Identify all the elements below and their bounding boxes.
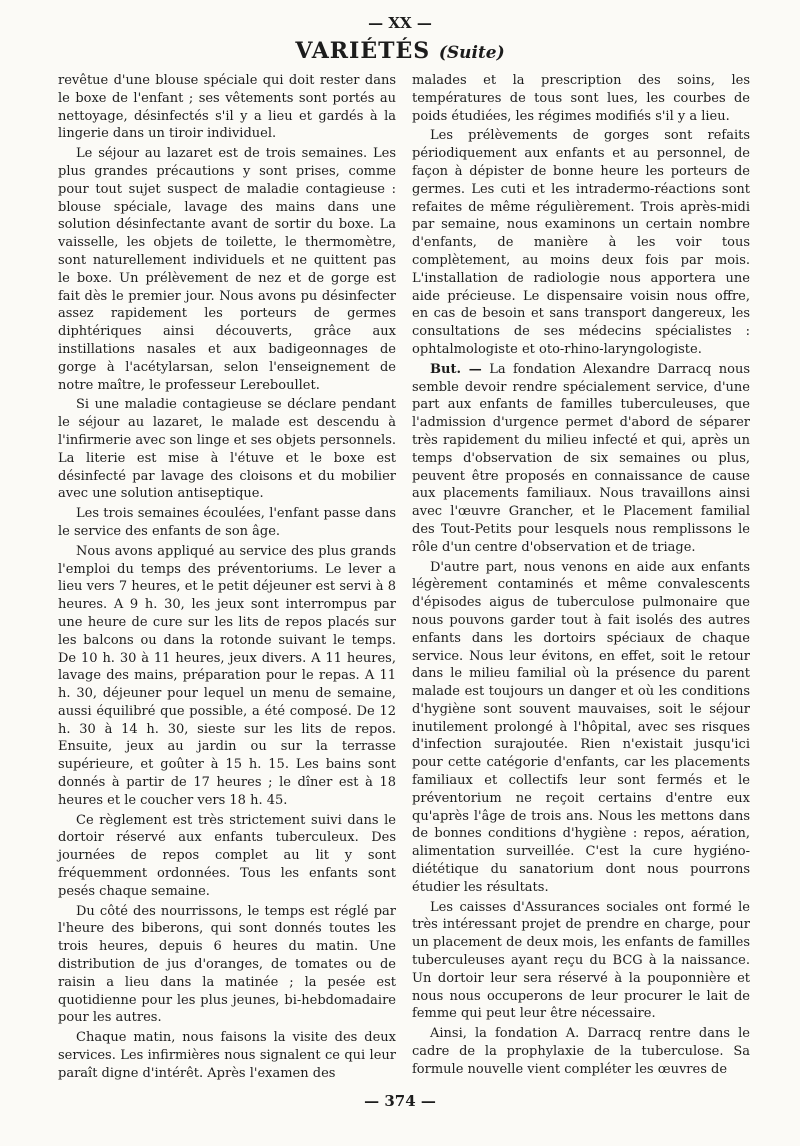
page-header-roman-numeral: — XX —: [368, 14, 432, 32]
paragraph-body: La fondation Alexandre Darracq nous semble devoir rendre spécialement service, d'une part aux enfants de familles tuberculeuses, que l'admission d'urgence permet d'abord de séparer très rapidement du milieu infecté et qui, après un temps d'observation de six semaines ou plus, peuvent être proposés en connaissance de cause aux placements familiaux. Nous travaillons ainsi avec l'œuvre Grancher, et le Placement familial des Tout-Petits pour lesquels nous remplissons le rôle d'un centre d'observation et de triage.: [412, 361, 750, 555]
paragraph: Chaque matin, nous faisons la visite des deux services. Les infirmières nous signalent ce qui leur paraît digne d'intérêt. Après l'examen des: [58, 1030, 396, 1081]
section-subtitle: (Suite): [438, 43, 505, 63]
paragraph-lead-in: But. —: [430, 361, 482, 377]
paragraph: malades et la prescription des soins, les températures de tous sont lues, les courbes de poids étudiées, les régimes modifiés s'il y a lieu.: [412, 73, 750, 124]
paragraph: Nous avons appliqué au service des plus grands l'emploi du temps des préventoriums. Le lever a lieu vers 7 heures, et le petit déjeuner est servi à 8 heures. A 9 h. 30, les jeux sont interrompus par une heure de cure sur les lits de repos placés sur les balcons ou dans la rotonde suivant le temps. De 10 h. 30 à 11 heures, jeux divers. A 11 heures, lavage des mains, préparation pour le repas. A 11 h. 30, déjeuner pour lequel un menu de semaine, aussi équilibré que possible, a été composé. De 12 h. 30 à 14 h. 30, sieste sur les lits de repos. Ensuite, jeux au jardin ou sur la terrasse supérieure, et goûter à 15 h. 15. Les bains sont donnés à partir de 17 heures ; le dîner est à 18 heures et le coucher vers 18 h. 45.: [58, 543, 396, 808]
paragraph: Les prélèvements de gorges sont refaits périodiquement aux enfants et au personnel, de façon à dépister de bonne heure les porteurs de germes. Les cuti et les intradermo-réactions sont refaites de même régulièrement. Trois après-midi par semaine, nous examinons un certain nombre d'enfants, de manière à les voir tous complètement, au moins deux fois par mois. L'installation de radiologie nous apportera une aide précieuse. Le dispensaire voisin nous offre, en cas de besoin et sans transport dangereux, les consultations de ses médecins spécialistes : ophtalmologiste et oto-rhino-laryngologiste.: [412, 128, 750, 357]
paragraph: D'autre part, nous venons en aide aux enfants légèrement contaminés et même convalescents d'épisodes aigus de tuberculose pulmonaire que nous pouvons garder tout à fait isolés des autres enfants dans les dortoirs spéciaux de chaque service. Nous leur évitons, en effet, soit le retour dans le milieu familial où la présence du parent malade est toujours un danger et où les conditions d'hygiène sont souvent mauvaises, soit le séjour inutilement prolongé à l'hôpital, avec ses risques d'infection surajoutée. Rien n'existait jusqu'ici pour cette catégorie d'enfants, car les placements familiaux et collectifs leur sont fermés et le préventorium ne reçoit certains d'entre eux qu'après l'âge de trois ans. Nous les mettons dans de bonnes conditions d'hygiène : repos, aération, alimentation surveillée. C'est la cure hygiéno-diététique du sanatorium dont nous pourrons étudier les résultats.: [412, 559, 750, 895]
paragraph: revêtue d'une blouse spéciale qui doit rester dans le boxe de l'enfant ; ses vêtements sont portés au nettoyage, désinfectés s'il y a lieu et gardés à la lingerie dans un tiroir individuel.: [58, 73, 396, 142]
page-number: — 374 —: [364, 1092, 436, 1110]
section-title: [0, 38, 800, 64]
paragraph: Les trois semaines écoulées, l'enfant passe dans le service des enfants de son âge.: [58, 506, 396, 539]
paragraph: Si une maladie contagieuse se déclare pendant le séjour au lazaret, le malade est descendu à l'infirmerie avec son linge et ses objets personnels. La literie est mise à l'étuve et le boxe est désinfecté par lavage des cloisons et du mobilier avec une solution antiseptique.: [58, 397, 396, 502]
right-column: [412, 72, 750, 1081]
section-title-text: VARIÉTÉS: [295, 38, 431, 64]
paragraph: Du côté des nourrissons, le temps est réglé par l'heure des biberons, qui sont donnés toutes les trois heures, depuis 6 heures du matin. Une distribution de jus d'oranges, de tomates ou de raisin a lieu dans la matinée ; la pesée est quotidienne pour les plus jeunes, bi-hebdomadaire pour les autres.: [58, 903, 396, 1026]
paragraph-but: [412, 361, 750, 557]
paragraph: Ce règlement est très strictement suivi dans le dortoir réservé aux enfants tuberculeux. Des journées de repos complet au lit y sont fréquemment ordonnées. Tous les enfants sont pesés chaque semaine.: [58, 812, 396, 899]
left-column: [58, 72, 396, 1085]
paragraph: Le séjour au lazaret est de trois semaines. Les plus grandes précautions y sont prises, comme pour tout sujet suspect de maladie contagieuse : blouse spéciale, lavage des mains dans une solution désinfectante avant de sortir du boxe. La vaisselle, les objets de toilette, le thermomètre, sont naturellement individuels et ne quittent pas le boxe. Un prélèvement de nez et de gorge est fait dès le premier jour. Nous avons pu désinfecter assez rapidement les porteurs de germes diphtériques ainsi découverts, grâce aux instillations nasales et aux badigeonnages de gorge à l'acétylarsan, selon l'enseignement de notre maître, le professeur Lereboullet.: [58, 146, 396, 393]
paragraph: Les caisses d'Assurances sociales ont formé le très intéressant projet de prendre en charge, pour un placement de deux mois, les enfants de familles tuberculeuses ayant reçu du BCG à la naissance. Un dortoir leur sera réservé à la pouponnière et nous nous occuperons de leur procurer le lait de femme qui peut leur être nécessaire.: [412, 899, 750, 1022]
paragraph: Ainsi, la fondation A. Darracq rentre dans le cadre de la prophylaxie de la tuberculose. Sa formule nouvelle vient compléter les œuvres de: [412, 1026, 750, 1077]
